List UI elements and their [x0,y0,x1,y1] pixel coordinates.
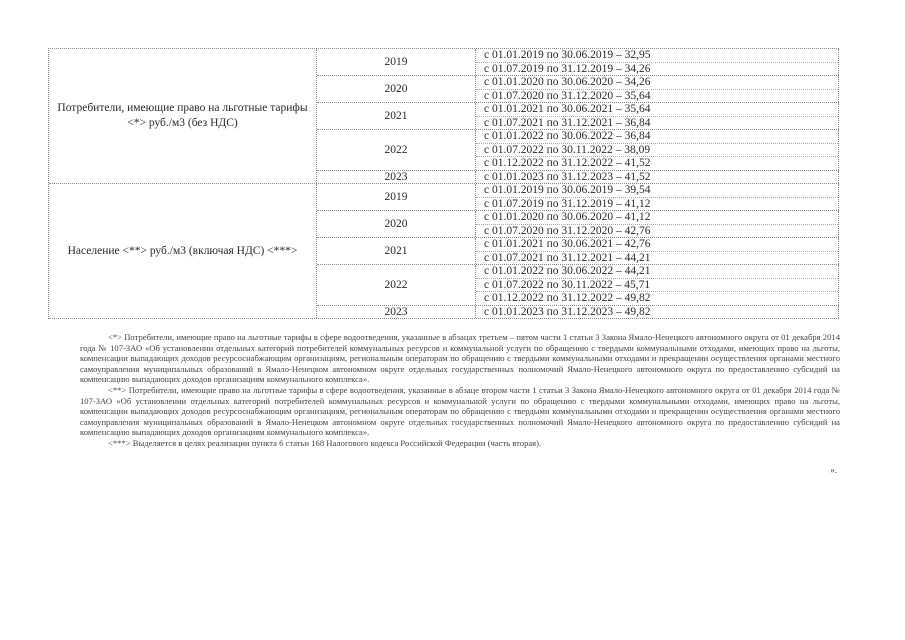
table-group [49,184,839,319]
year-cell: 2022 [317,130,476,170]
price-line: с 01.01.2022 по 30.06.2022 – 44,21 [476,265,838,279]
price-line: с 01.01.2022 по 30.06.2022 – 36,84 [476,130,838,144]
year-cell: 2019 [317,49,476,75]
price-line: с 01.07.2022 по 30.11.2022 – 38,09 [476,144,838,158]
price-line: с 01.01.2019 по 30.06.2019 – 39,54 [476,184,838,198]
year-cell: 2023 [317,171,476,184]
table-row [317,130,839,171]
price-line: с 01.12.2022 по 31.12.2022 – 41,52 [484,157,651,169]
price-line: с 01.12.2022 по 31.12.2022 – 49,82 [484,292,651,304]
price-line: с 01.07.2022 по 30.11.2022 – 45,71 [476,279,838,293]
price-line: с 01.01.2019 по 30.06.2019 – 32,95 [476,49,838,63]
price-line: с 01.01.2023 по 31.12.2023 – 41,52 [484,170,651,183]
table-row [317,76,839,103]
table-row [317,265,839,306]
year-cell: 2020 [317,76,476,102]
year-cell: 2023 [317,306,476,319]
year-cell: 2021 [317,103,476,129]
price-line: с 01.07.2020 по 31.12.2020 – 42,76 [484,224,651,237]
year-cell: 2021 [317,238,476,264]
footnote: <*> Потребители, имеющие право на льготные тарифы в сфере водоотведения, указанные в абзацах третьем – пятом части 1 статьи 3 Закона Ямало-Ненецкого автономного округа от 01 декабря 2014 года № 107-ЗАО «Об установлении отдельных категорий потребителей коммунальных ресурсов и коммунальной услуги по обращению с твердыми коммунальными отходами, имеющих право на льготы, компенсации выпадающих доходов ресурсоснабжающим организациям, региональным операторам по обращению с твердыми коммунальными отходами и прекращении осуществления органами местного самоуправления муниципальных образований в Ямало-Ненецком автономном округе отдельных государственных полномочий Ямало-Ненецкого автономного округа по предоставлению субсидий на компенсацию выпадающих доходов организациям коммунального комплекса». [80,332,840,385]
category-label: Потребители, имеющие право на льготные тарифы <*> руб./м3 (без НДС) [49,49,317,183]
table-row [317,238,839,265]
price-line: с 01.01.2020 по 30.06.2020 – 34,26 [476,76,838,90]
table-row [317,103,839,130]
price-line: с 01.01.2021 по 30.06.2021 – 42,76 [476,238,838,252]
table-group [49,49,839,184]
end-mark: ». [830,465,837,475]
year-cell: 2019 [317,184,476,210]
year-cell: 2022 [317,265,476,305]
footnote: <***> Выделяется в целях реализации пункта 6 статьи 168 Налогового кодекса Российской Федерации (часть вторая). [108,437,542,448]
tariff-table [48,48,839,319]
price-line: с 01.07.2021 по 31.12.2021 – 36,84 [484,116,651,129]
table-row [317,211,839,238]
price-line: с 01.07.2020 по 31.12.2020 – 35,64 [484,89,651,102]
table-row [317,306,839,319]
price-line: с 01.07.2019 по 31.12.2019 – 34,26 [484,62,651,75]
price-line: с 01.07.2019 по 31.12.2019 – 41,12 [484,197,651,210]
price-line: с 01.07.2021 по 31.12.2021 – 44,21 [484,251,651,264]
table-row [317,171,839,184]
category-label: Население <**> руб./м3 (включая НДС) <***> [49,184,317,318]
footnotes [80,332,840,449]
price-line: с 01.01.2021 по 30.06.2021 – 35,64 [476,103,838,117]
year-cell: 2020 [317,211,476,237]
table-row [317,184,839,211]
table-row [317,49,839,76]
price-line: с 01.01.2020 по 30.06.2020 – 41,12 [476,211,838,225]
footnote: <**> Потребители, имеющие право на льготные тарифы в сфере водоотведения, указанные в абзаце втором части 1 статьи 3 Закона Ямало-Ненецкого автономного округа от 01 декабря 2014 года № 107-ЗАО «Об установлении отдельных категорий потребителей коммунальных ресурсов и коммунальной услуги по обращению с твердыми коммунальными отходами, имеющих право на льготы, компенсации выпадающих доходов ресурсоснабжающим организациям, региональным операторам по обращению с твердыми коммунальными отходами и прекращении осуществления органами местного самоуправления муниципальных образований в Ямало-Ненецком автономном округе отдельных государственных полномочий Ямало-Ненецкого автономного округа по предоставлению субсидий на компенсацию выпадающих доходов организациям коммунального комплекса». [80,384,840,438]
price-line: с 01.01.2023 по 31.12.2023 – 49,82 [484,305,651,318]
